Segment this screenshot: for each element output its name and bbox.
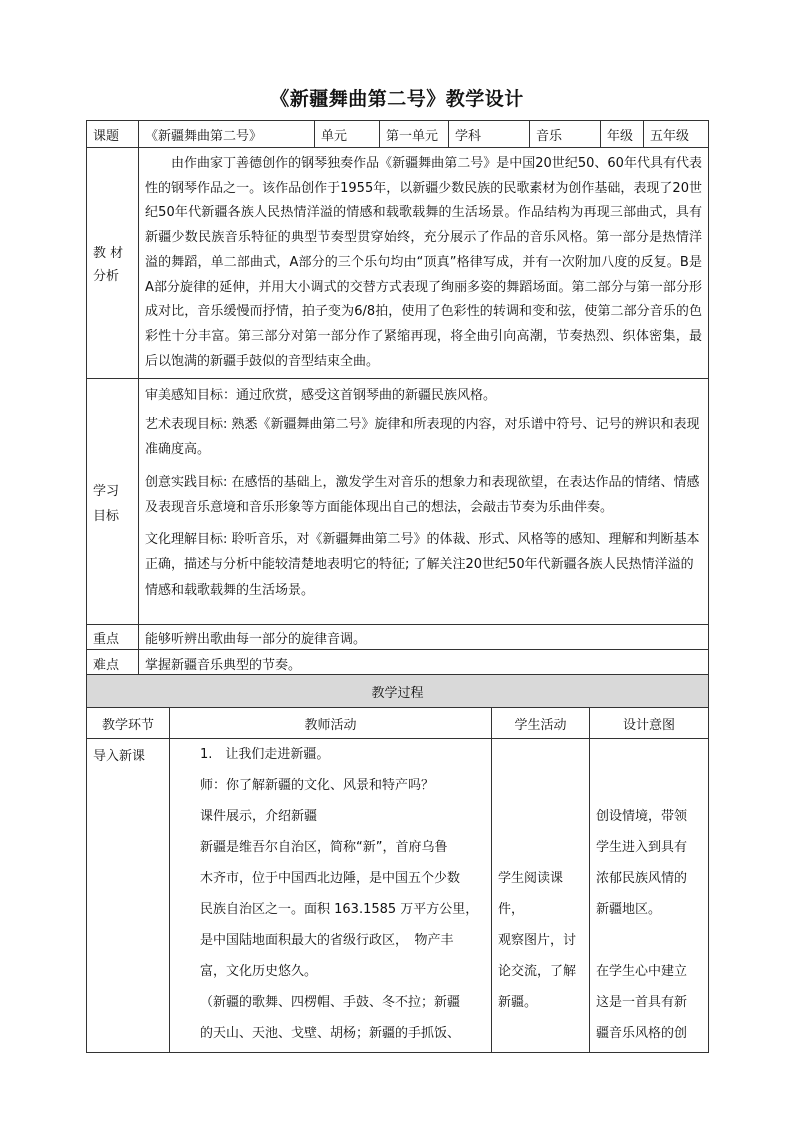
material-label-line1: 教 材 xyxy=(93,246,124,262)
student-line: 观察图片，讨 xyxy=(498,933,577,948)
teacher-line: （新疆的歌舞、四楞帽、手鼓、冬不拉；新疆 xyxy=(200,995,461,1010)
teacher-line: 的天山、天池、戈壁、胡杨；新疆的手抓饭、 xyxy=(200,1026,461,1041)
teacher-line: 1. 让我们走进新疆。 xyxy=(200,747,330,762)
material-row xyxy=(87,148,709,379)
difficulty-label: 难点 xyxy=(87,650,139,677)
unit-label: 单元 xyxy=(315,121,380,148)
student-line: 新疆。 xyxy=(498,995,538,1010)
teacher-line: 新疆是维吾尔自治区，简称“新”，首府乌鲁 xyxy=(200,840,448,855)
col-intent: 设计意图 xyxy=(590,708,709,739)
topic-value: 《新疆舞曲第二号》 xyxy=(139,121,315,148)
teaching-process-table xyxy=(86,674,709,1053)
teacher-line: 课件展示，介绍新疆 xyxy=(200,809,318,824)
lesson-info-table xyxy=(86,120,709,677)
intent-line: 疆音乐风格的创 xyxy=(596,1026,688,1041)
subject-label: 学科 xyxy=(449,121,530,148)
material-label xyxy=(87,148,139,379)
info-row xyxy=(87,121,709,148)
document-title: 《新疆舞曲第二号》教学设计 xyxy=(270,88,524,110)
teacher-line: 师：你了解新疆的文化、风景和特产吗？ xyxy=(200,778,435,793)
material-label-line2: 分析 xyxy=(93,269,120,285)
goal-culture: 文化理解目标: 聆听音乐，对《新疆舞曲第二号》的体裁、形式、风格等的感知、理解和判断基本正确，描述与分析中能较清楚地表明它的特征; 了解关注20世纪50年代新疆各族人民热情洋溢的情感和载歌载舞的生活场景。 xyxy=(145,531,700,598)
key-point-text: 能够听辨出歌曲每一部分的旋律音调。 xyxy=(139,625,709,650)
goals-label-line2: 目标 xyxy=(93,508,120,524)
stage-cell: 导入新课 xyxy=(87,739,170,1053)
student-line: 学生阅读课件， xyxy=(498,871,564,917)
intent-line: 浓郁民族风情的 xyxy=(596,871,688,886)
grade-value: 五年级 xyxy=(644,121,709,148)
process-row-intro xyxy=(87,739,709,1053)
goals-label-line1: 学习 xyxy=(93,483,120,499)
teacher-line: 民族自治区之一。面积 163.1585 万平方公里， xyxy=(200,902,479,917)
teacher-line: 富，文化历史悠久。 xyxy=(200,964,318,979)
unit-value: 第一单元 xyxy=(380,121,449,148)
difficulty-row xyxy=(87,650,709,677)
key-point-row xyxy=(87,625,709,650)
subject-value: 音乐 xyxy=(530,121,601,148)
intent-line: 创设情境，带领 xyxy=(596,809,688,824)
intent-line: 学生进入到具有 xyxy=(596,840,688,855)
material-analysis-text: 由作曲家丁善德创作的钢琴独奏作品《新疆舞曲第二号》是中国20世纪50、60年代具有代表性的钢琴作品之一。该作品创作于1955年，以新疆少数民族的民歌素材为创作基础，表现了20世纪50年代新疆各族人民热情洋溢的情感和载歌载舞的生活场景。作品结构为再现三部曲式，具有新疆少数民族音乐特征的典型节奏型贯穿始终，充分展示了作品的音乐风格。第一部分是热情洋溢的舞蹈，单二部曲式，A部分的三个乐句均由“顶真”格律写成，并有一次附加八度的反复。B是A部分旋律的延伸，并用大小调式的交替方式表现了绚丽多姿的舞蹈场面。第二部分与第一部分形成对比，音乐缓慢而抒情，拍子变为6/8拍，使用了色彩性的转调和变和弦，使第二部分音乐的色彩性十分丰富。第三部分对第一部分作了紧缩再现，将全曲引向高潮，节奏热烈、织体密集，最后以饱满的新疆手鼓似的音型结束全曲。 xyxy=(139,148,709,379)
goal-expression: 艺术表现目标: 熟悉《新疆舞曲第二号》旋律和所表现的内容，对乐谱中符号、记号的辨识和表现准确度高。 xyxy=(145,416,700,458)
teacher-line: 木齐市，位于中国西北边陲，是中国五个少数 xyxy=(200,871,461,886)
goal-creative: 创意实践目标: 在感悟的基础上，激发学生对音乐的想象力和表现欲望，在表达作品的情绪、情感及表现音乐意境和音乐形象等方面能体现出自己的想法，会敲击节奏为乐曲伴奏。 xyxy=(145,474,700,516)
goals-label xyxy=(87,379,139,625)
col-teacher: 教师活动 xyxy=(170,708,492,739)
process-header-row xyxy=(87,675,709,708)
student-line: 论交流，了解 xyxy=(498,964,577,979)
goals-content xyxy=(139,379,709,625)
process-header: 教学过程 xyxy=(87,675,709,708)
design-intent-cell xyxy=(590,739,709,1053)
goal-aesthetic: 审美感知目标：通过欣赏，感受这首钢琴曲的新疆民族风格。 xyxy=(145,388,497,404)
student-activity-cell xyxy=(492,739,590,1053)
topic-label: 课题 xyxy=(87,121,139,148)
key-point-label: 重点 xyxy=(87,625,139,650)
difficulty-text: 掌握新疆音乐典型的节奏。 xyxy=(139,650,709,677)
intent-line xyxy=(596,925,702,956)
col-stage: 教学环节 xyxy=(87,708,170,739)
teacher-line: 是中国陆地面积最大的省级行政区， 物产丰 xyxy=(200,933,454,948)
intent-line: 这是一首具有新 xyxy=(596,995,688,1010)
col-student: 学生活动 xyxy=(492,708,590,739)
goals-row xyxy=(87,379,709,625)
process-columns-row xyxy=(87,708,709,739)
intent-line: 新疆地区。 xyxy=(596,902,662,917)
grade-label: 年级 xyxy=(601,121,644,148)
intent-line: 在学生心中建立 xyxy=(596,964,688,979)
teacher-activity-cell xyxy=(170,739,492,1053)
